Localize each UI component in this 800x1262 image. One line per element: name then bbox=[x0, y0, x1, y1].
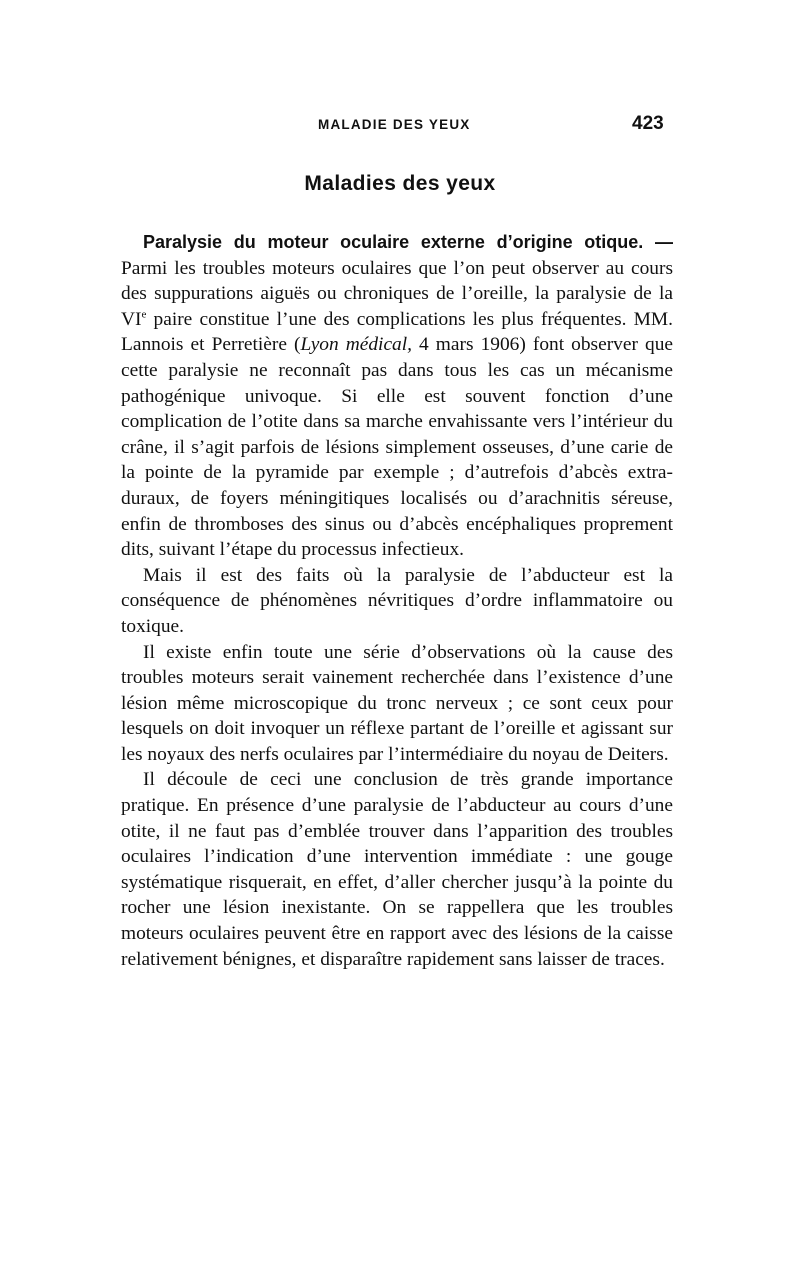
paragraph-1-superscript: e bbox=[141, 308, 147, 321]
running-head: MALADIE DES YEUX bbox=[318, 117, 471, 132]
paragraph-1-text-b: paire constitue l’une des complications les plus fréquentes. MM. Lannois et Perretière ( bbox=[121, 308, 673, 356]
section-title: Maladies des yeux bbox=[304, 172, 496, 195]
paragraph-1 bbox=[121, 230, 673, 563]
paragraph-4: Il découle de ceci une conclusion de très grande importance pratique. En présence d’une paralysie de l’abducteur au cours d’une otite, il ne faut pas d’emblée trouver dans l’apparition des troubles oculaires l’indication d’une intervention immédiate : une gouge systématique risquerait, en effet, d’aller chercher jusqu’à la pointe du rocher une lésion inexistante. On se rappellera que les troubles moteurs oculaires peuvent être en rapport avec des lésions de la caisse relativement bénignes, et disparaître rapidement sans laisser de traces. bbox=[121, 769, 673, 970]
paragraph-2: Mais il est des faits où la paralysie de l’abducteur est la conséquence de phénomènes névritiques d’ordre inflammatoire ou toxique. bbox=[121, 564, 673, 637]
article-body bbox=[121, 230, 673, 972]
journal-citation: Lyon médical, bbox=[300, 334, 412, 356]
paragraph-1-text-c: 4 mars 1906) font observer que cette paralysie ne reconnaît pas dans tous les cas un mécanisme pathogénique univoque. Si elle est souvent fonction d’une complication de l’otite dans sa marche envahissante vers l’intérieur du crâne, il s’agit parfois de lésions simplement osseuses, d’une carie de la pointe de la pyramide par exemple ; d’autrefois d’abcès extra-duraux, de foyers méningitiques localisés ou d’arachnitis séreuse, enfin de thromboses des sinus ou d’abcès encéphaliques proprement dits, suivant l’étape du processus infectieux. bbox=[121, 334, 673, 561]
article-heading: Paralysie du moteur oculaire externe d’origine otique. — bbox=[143, 232, 673, 252]
paragraph-1-text-a: Parmi les troubles moteurs oculaires que l’on peut observer au cours des suppurations aiguës ou chroniques de l’oreille, la paralysie de la VI bbox=[121, 257, 673, 330]
page-number: 423 bbox=[632, 113, 664, 134]
paragraph-3: Il existe enfin toute une série d’observations où la cause des troubles moteurs serait vainement recherchée dans l’existence d’une lésion même microscopique du tronc nerveux ; ce sont ceux pour lesquels on doit invoquer un réflexe partant de l’oreille et agissant sur les noyaux des nerfs oculaires par l’intermédiaire du noyau de Deiters. bbox=[121, 641, 673, 765]
